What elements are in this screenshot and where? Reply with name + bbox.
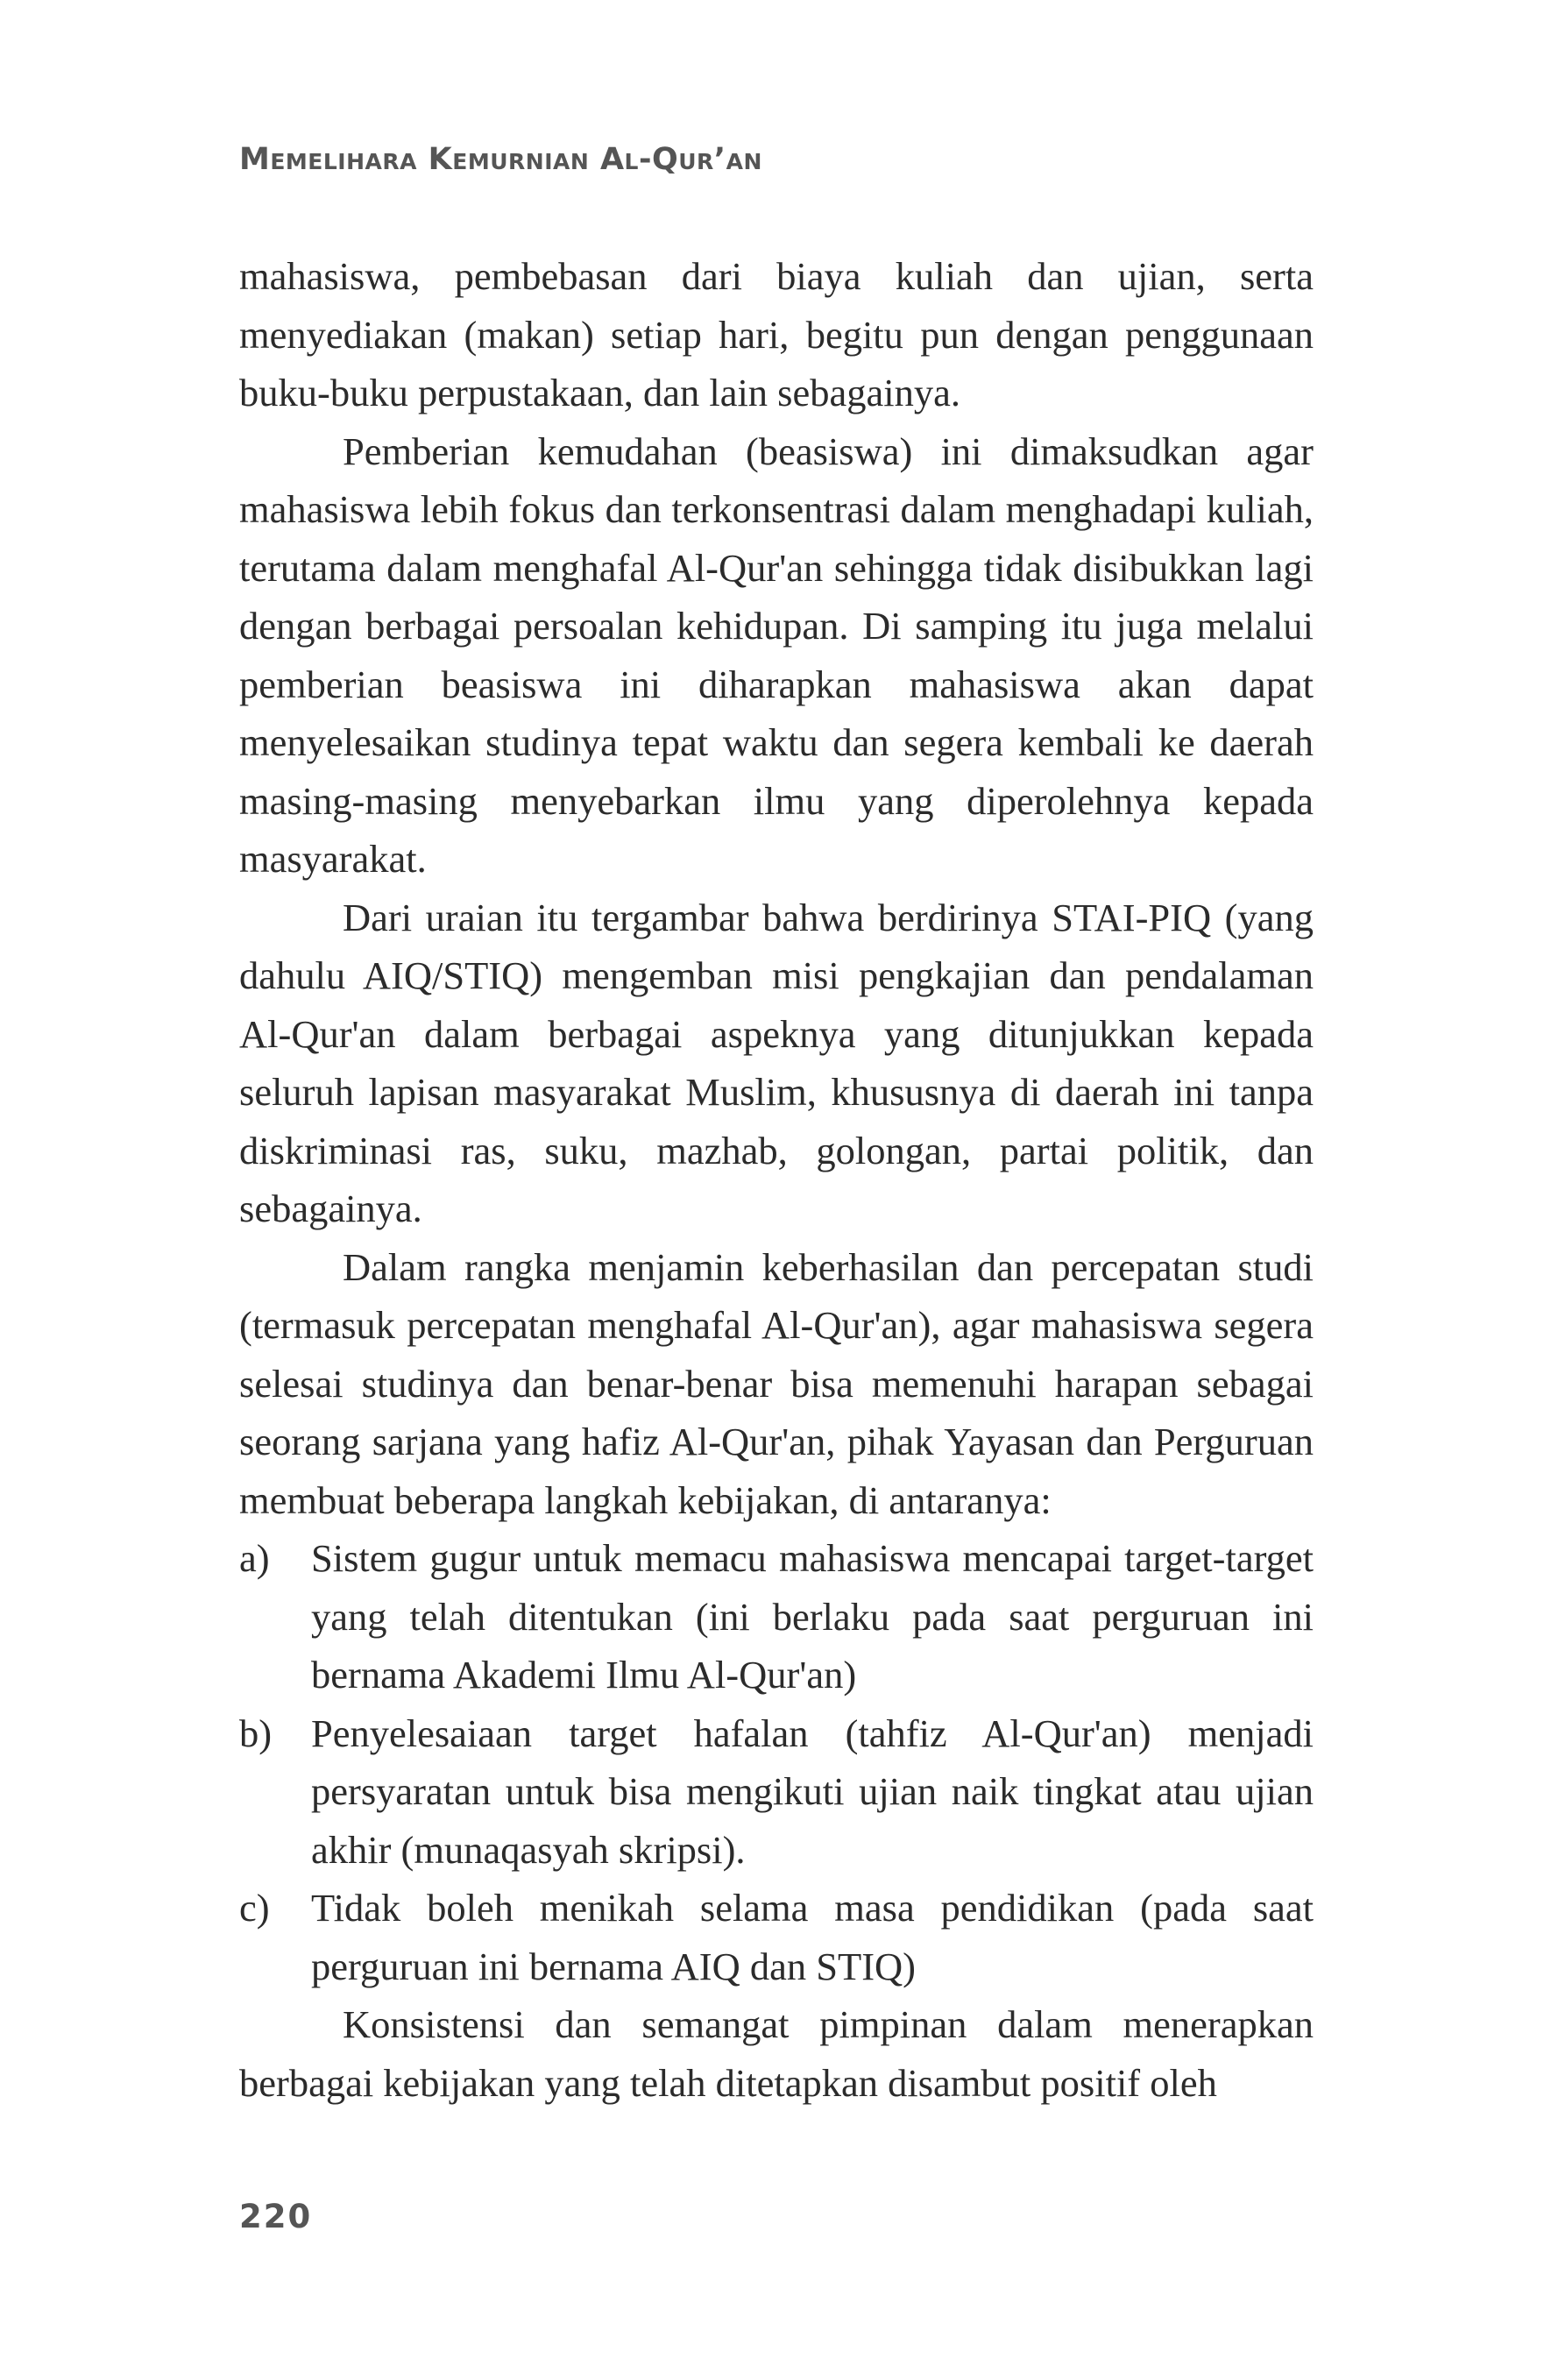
body-text: [239, 247, 1314, 2112]
policy-list: [239, 1529, 1314, 1995]
page-number: 220: [239, 2198, 313, 2235]
list-item: [239, 1529, 1314, 1704]
paragraph-closing: Konsistensi dan semangat pimpinan dalam menerapkan berbagai kebijakan yang telah ditetapkan disambut positif oleh: [239, 2002, 1314, 2105]
paragraph-policy: Dalam rangka menjamin keberhasilan dan percepatan studi (termasuk percepatan menghafal Al-Qur'an), agar mahasiswa segera selesai studinya dan benar-benar bisa memenuhi harapan sebagai seorang sarjana yang hafiz Al-Qur'an, pihak Yayasan dan Perguruan membuat beberapa langkah kebijakan, di antaranya:: [239, 1244, 1314, 1522]
running-header: Memelihara Kemurnian Al-Qur’an: [239, 142, 762, 177]
list-marker: a): [239, 1536, 270, 1580]
paragraph-mission: Dari uraian itu tergambar bahwa berdirinya STAI-PIQ (yang dahulu AIQ/STIQ) mengemban misi pengkajian dan pendalaman Al-Qur'an dalam berbagai aspeknya yang ditunjukkan kepada seluruh lapisan masyarakat Muslim, khususnya di daerah ini tanpa diskriminasi ras, suku, mazhab, golongan, partai politik, dan sebagainya.: [239, 895, 1314, 1230]
list-item-text: Penyelesaiaan target hafalan (tahfiz Al-Qur'an) menjadi persyaratan untuk bisa mengikuti ujian naik tingkat atau ujian akhir (munaqasyah skripsi).: [311, 1711, 1314, 1872]
list-item-text: Tidak boleh menikah selama masa pendidikan (pada saat perguruan ini bernama AIQ dan STIQ): [311, 1886, 1314, 1988]
book-page: [239, 0, 1314, 2380]
list-item: [239, 1704, 1314, 1880]
list-marker: b): [239, 1711, 273, 1755]
paragraph-scholarship: Pemberian kemudahan (beasiswa) ini dimaksudkan agar mahasiswa lebih fokus dan terkonsentrasi dalam menghadapi kuliah, terutama dalam menghafal Al-Qur'an sehingga tidak disibukkan lagi dengan berbagai persoalan kehidupan. Di samping itu juga melalui pemberian beasiswa ini diharapkan mahasiswa akan dapat menyelesaikan studinya tepat waktu dan segera kembali ke daerah masing-masing menyebarkan ilmu yang diperolehnya kepada masyarakat.: [239, 429, 1314, 881]
list-item-text: Sistem gugur untuk memacu mahasiswa mencapai target-target yang telah ditentukan (ini berlaku pada saat perguruan ini bernama Akademi Ilmu Al-Qur'an): [311, 1536, 1314, 1696]
paragraph-continuation: mahasiswa, pembebasan dari biaya kuliah dan ujian, serta menyediakan (makan) setiap hari, begitu pun dengan penggunaan buku-buku perpustakaan, dan lain sebagainya.: [239, 254, 1314, 414]
list-item: [239, 1879, 1314, 1995]
list-marker: c): [239, 1886, 270, 1930]
